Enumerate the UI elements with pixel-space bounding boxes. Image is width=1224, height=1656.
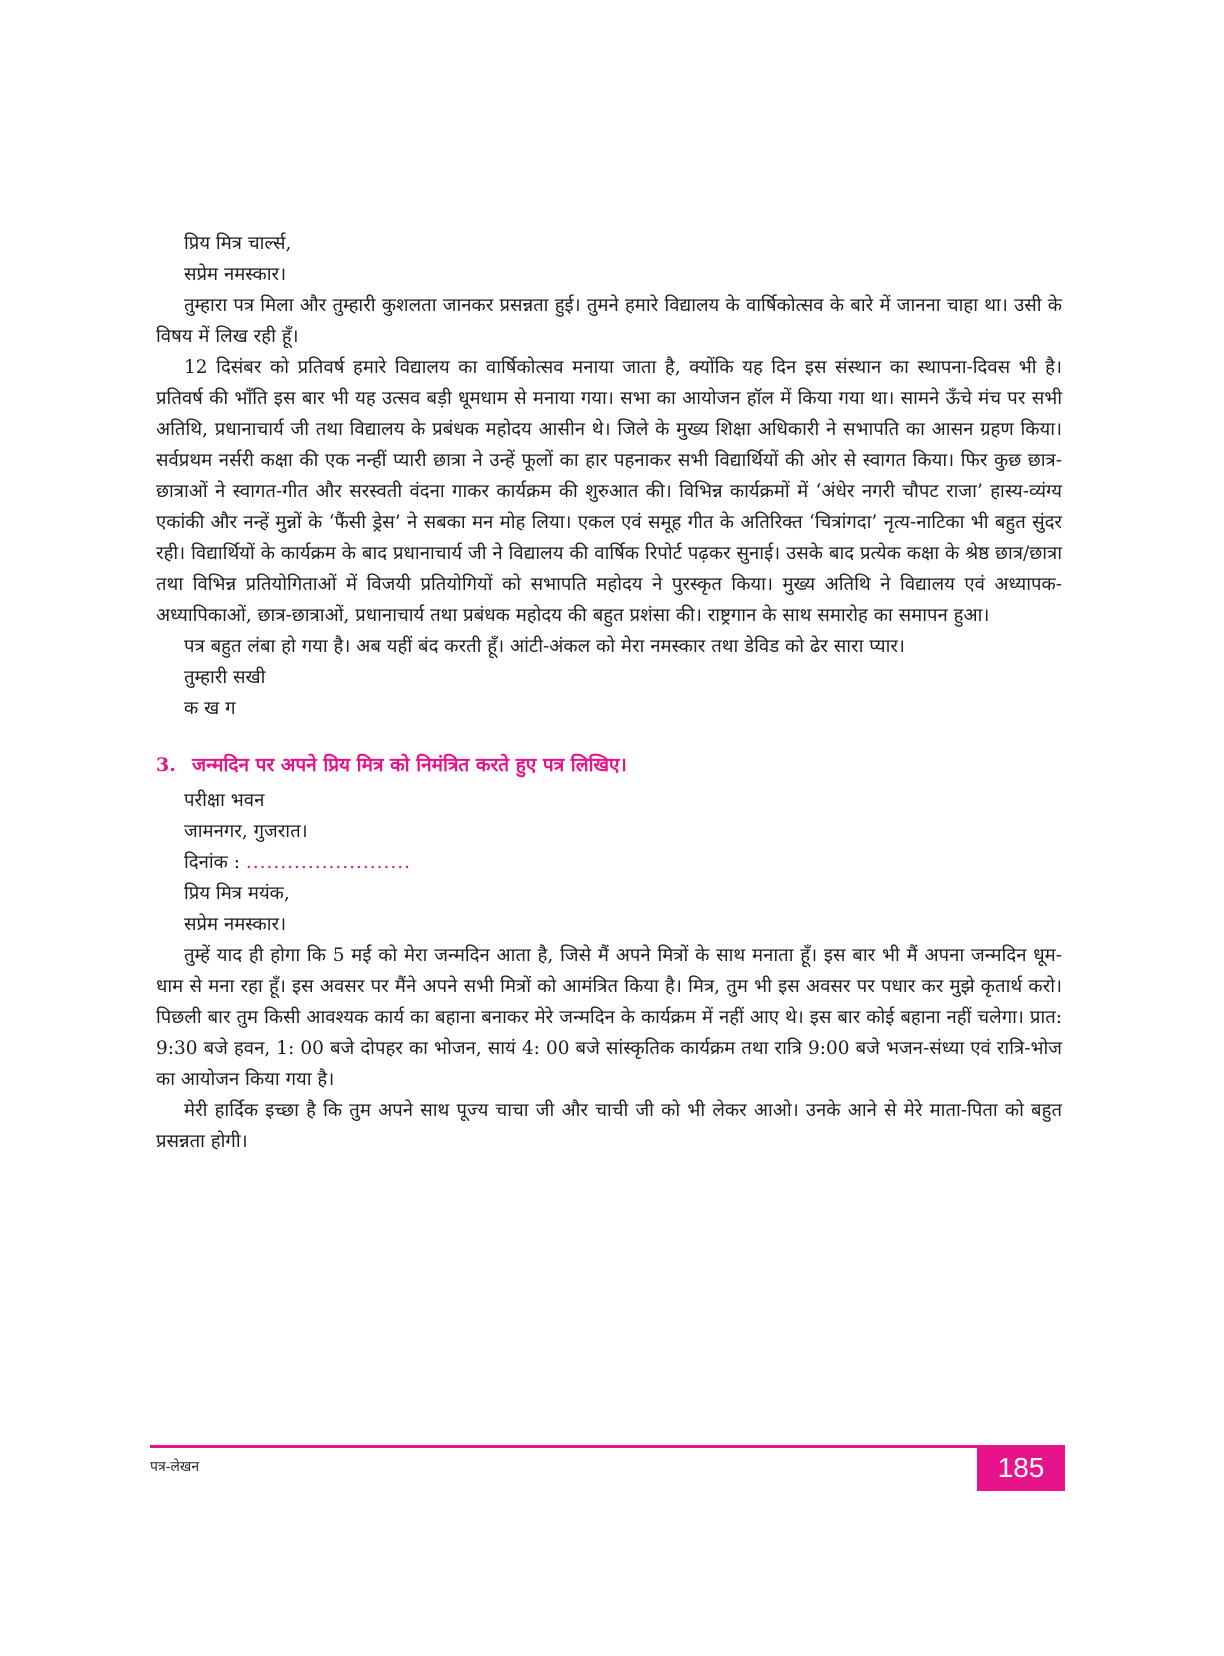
section-gap: [156, 724, 1062, 750]
footer-section-label: पत्र-लेखन: [150, 1459, 200, 1475]
footer-rule: [150, 1445, 1065, 1448]
question-text: जन्मदिन पर अपने प्रिय मित्र को निमंत्रित करते हुए पत्र लिखिए।: [192, 754, 627, 776]
date-placeholder-dots: ........................: [245, 852, 412, 873]
date-label: दिनांक :: [184, 852, 240, 873]
letter1-closing: तुम्हारी सखी: [184, 667, 266, 688]
page-content: [156, 228, 1062, 1157]
question-heading: [156, 750, 1062, 781]
letter1-greeting: सप्रेम नमस्कार।: [184, 264, 287, 285]
page-number-badge: 185: [977, 1445, 1065, 1491]
page-footer: [150, 1445, 1065, 1491]
letter2-paragraph-2: मेरी हार्दिक इच्छा है कि तुम अपने साथ पूज्य चाचा जी और चाची जी को भी लेकर आओ। उनके आने से मेरे माता-पिता को बहुत प्रसन्नता होगी।: [156, 1100, 1062, 1152]
letter2-salutation: प्रिय मित्र मयंक,: [184, 883, 290, 904]
letter2-date: [156, 847, 1062, 878]
letter2-address-line-1: परीक्षा भवन: [184, 790, 265, 811]
letter1-signature: क ख ग: [184, 698, 236, 719]
letter2-greeting: सप्रेम नमस्कार।: [184, 914, 287, 935]
letter1-paragraph-3: पत्र बहुत लंबा हो गया है। अब यहीं बंद करती हूँ। आंटी-अंकल को मेरा नमस्कार तथा डेविड को ढेर सारा प्यार।: [184, 636, 905, 657]
letter1-paragraph-1: तुम्हारा पत्र मिला और तुम्हारी कुशलता जानकर प्रसन्नता हुई। तुमने हमारे विद्यालय के वार्षिकोत्सव के बारे में जानना चाहा था। उसी के विषय में लिख रही हूँ।: [156, 295, 1062, 347]
letter1-salutation: प्रिय मित्र चार्ल्स,: [184, 233, 292, 254]
question-number: 3.: [156, 754, 176, 776]
letter2-address-line-2: जामनगर, गुजरात।: [184, 821, 308, 842]
letter1-paragraph-2: 12 दिसंबर को प्रतिवर्ष हमारे विद्यालय का वार्षिकोत्सव मनाया जाता है, क्योंकि यह दिन इस संस्थान का स्थापना-दिवस भी है। प्रतिवर्ष की भाँति इस बार भी यह उत्सव बड़ी धूमधाम से मनाया गया। सभा का आयोजन हॉल में किया गया था। सामने ऊँचे मंच पर सभी अतिथि, प्रधानाचार्य जी तथा विद्यालय के प्रबंधक महोदय आसीन थे। जिले के मुख्य शिक्षा अधिकारी ने सभापति का आसन ग्रहण किया। सर्वप्रथम नर्सरी कक्षा की एक नन्हीं प्यारी छात्रा ने उन्हें फूलों का हार पहनाकर सभी विद्यार्थियों की ओर से स्वागत किया। फिर कुछ छात्र-छात्राओं ने स्वागत-गीत और सरस्वती वंदना गाकर कार्यक्रम की शुरुआत की। विभिन्न कार्यक्रमों में ‘अंधेर नगरी चौपट राजा’ हास्य-व्यंग्य एकांकी और नन्हें मुन्नों के ‘फैंसी ड्रेस’ ने सबका मन मोह लिया। एकल एवं समूह गीत के अतिरिक्त ‘चित्रांगदा’ नृत्य-नाटिका भी बहुत सुंदर रही। विद्यार्थियों के कार्यक्रम के बाद प्रधानाचार्य जी ने विद्यालय की वार्षिक रिपोर्ट पढ़कर सुनाई। उसके बाद प्रत्येक कक्षा के श्रेष्ठ छात्र/छात्रा तथा विभिन्न प्रतियोगिताओं में विजयी प्रतियोगियों को सभापति महोदय ने पुरस्कृत किया। मुख्य अतिथि ने विद्यालय एवं अध्यापक-अध्यापिकाओं, छात्र-छात्राओं, प्रधानाचार्य तथा प्रबंधक महोदय की बहुत प्रशंसा की। राष्ट्रगान के साथ समारोह का समापन हुआ।: [156, 357, 1062, 626]
letter2-paragraph-1: तुम्हें याद ही होगा कि 5 मई को मेरा जन्मदिन आता है, जिसे मैं अपने मित्रों के साथ मनाता हूँ। इस बार भी मैं अपना जन्मदिन धूम-धाम से मना रहा हूँ। इस अवसर पर मैंने अपने सभी मित्रों को आमंत्रित किया है। मित्र, तुम भी इस अवसर पर पधार कर मुझे कृतार्थ करो। पिछली बार तुम किसी आवश्यक कार्य का बहाना बनाकर मेरे जन्मदिन के कार्यक्रम में नहीं आए थे। इस बार कोई बहाना नहीं चलेगा। प्रात: 9:30 बजे हवन, 1: 00 बजे दोपहर का भोजन, सायं 4: 00 बजे सांस्कृतिक कार्यक्रम तथा रात्रि 9:00 बजे भजन-संध्या एवं रात्रि-भोज का आयोजन किया गया है।: [156, 945, 1062, 1090]
